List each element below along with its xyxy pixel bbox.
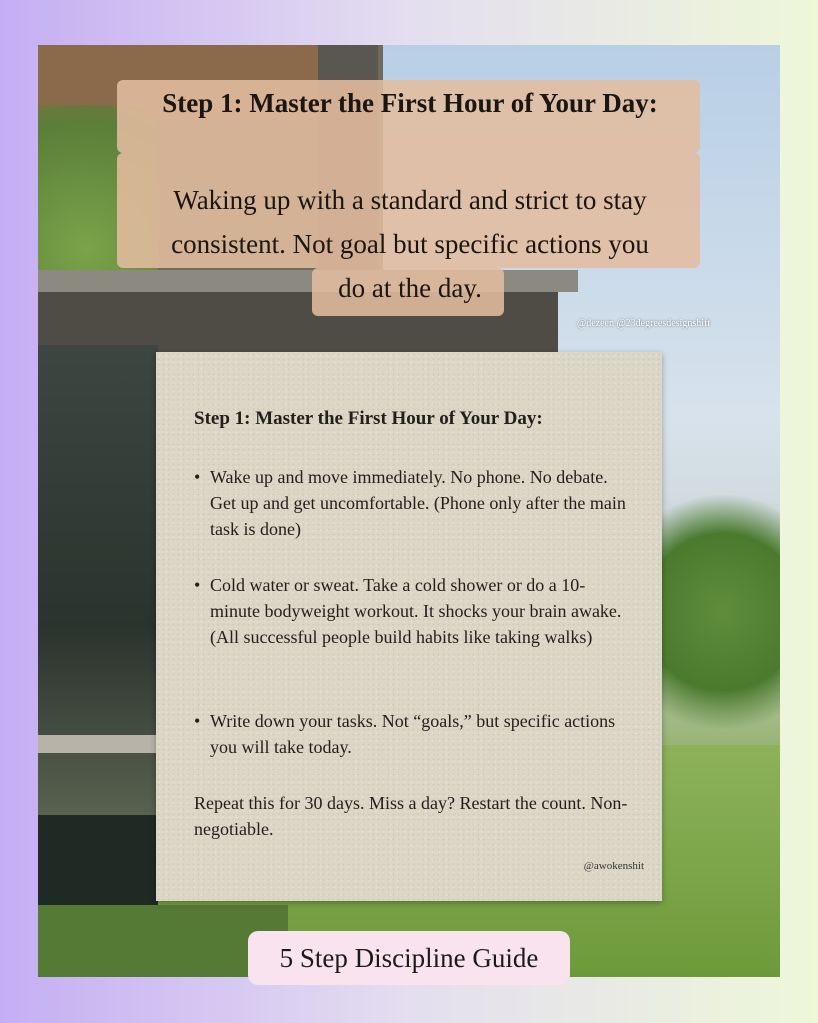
note-credit: @awokenshit xyxy=(583,860,644,872)
bullet-text: Write down your tasks. Not “goals,” but specific actions you will take today. xyxy=(210,711,616,757)
bullet-symbol: • xyxy=(194,575,201,595)
note-title: Step 1: Master the First Hour of Your Day: xyxy=(194,408,543,429)
list-item xyxy=(194,464,634,542)
bullet-text: Wake up and move immediately. No phone. No debate. Get up and get uncomfortable. (Phone only after the main task is done) xyxy=(210,467,626,539)
headline-body xyxy=(115,178,705,310)
headline-title: Step 1: Master the First Hour of Your Day: xyxy=(162,88,658,118)
bullet-symbol: • xyxy=(194,711,201,731)
headline-body-line: do at the day. xyxy=(338,273,482,303)
headline-body-line: consistent. Not goal but specific actions you xyxy=(171,229,649,259)
photo-credit: @dezeen @23degreesdesignshift xyxy=(577,318,711,329)
bullet-text: Cold water or sweat. Take a cold shower or do a 10-minute bodyweight workout. It shocks your brain awake. (All successful people build habits like taking walks) xyxy=(210,575,622,647)
note-closing: Repeat this for 30 days. Miss a day? Restart the count. Non-negotiable. xyxy=(194,793,628,839)
paper-note xyxy=(156,352,662,901)
trees xyxy=(658,495,780,755)
headline-body-line: Waking up with a standard and strict to stay xyxy=(173,185,647,215)
list-item xyxy=(194,572,634,650)
bullet-symbol: • xyxy=(194,467,201,487)
footer-badge xyxy=(248,931,570,985)
footer-label: 5 Step Discipline Guide xyxy=(279,942,539,973)
list-item xyxy=(194,708,634,760)
pond xyxy=(38,815,158,915)
ledge xyxy=(38,735,156,753)
